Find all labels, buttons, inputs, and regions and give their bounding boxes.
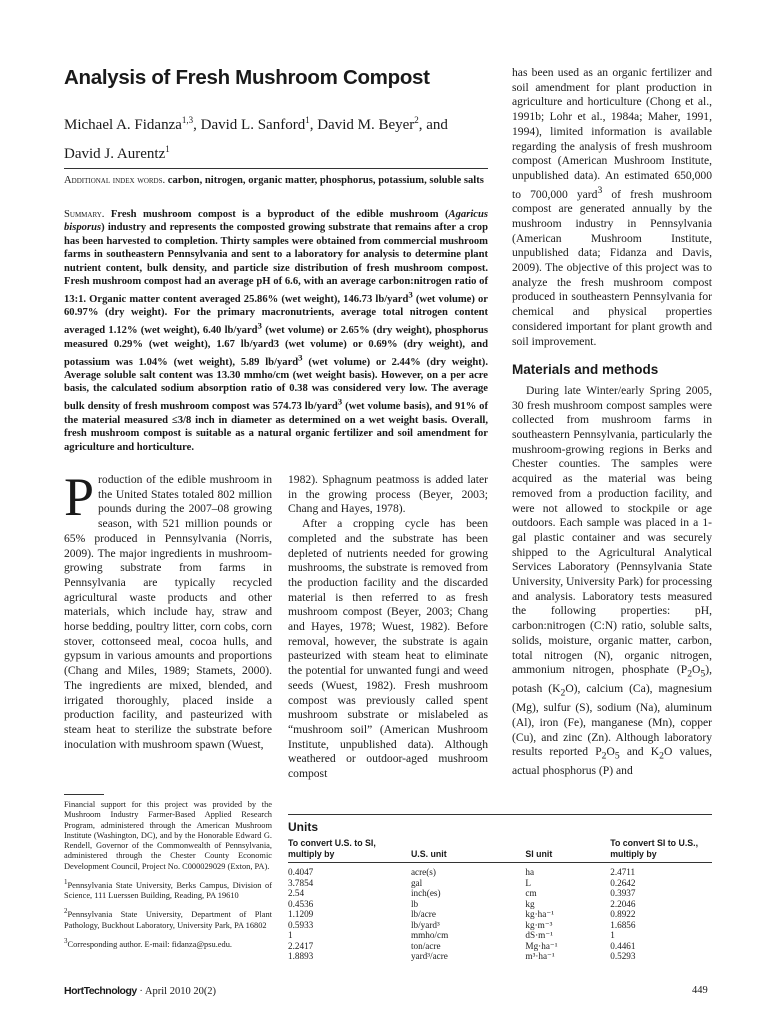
units-cell: lb/acre xyxy=(410,909,436,919)
paragraph: 1982). Sphagnum peatmoss is added later in the growing process (Beyer, 2003; Chang and Hayes, 1978). xyxy=(288,473,488,516)
units-header: To convert SI to U.S., multiply by xyxy=(610,838,712,863)
footnote-affiliation-1: $^1$Pennsylvania State University, Berks Campus, Division of Science, 111 Luerssen Building, Reading, PA 19610 xyxy=(64,878,272,901)
units-row xyxy=(288,930,712,941)
body-column-2 xyxy=(288,473,488,782)
footnote-corresponding: $^3$Corresponding author. E-mail: fidanza@psu.edu. xyxy=(64,936,232,949)
units-cell: 2.2046 xyxy=(610,898,636,909)
units-title: Units xyxy=(288,820,318,834)
units-cell: m³·ha⁻¹ xyxy=(525,951,555,961)
units-cell: 1 xyxy=(288,930,293,940)
units-header: To convert U.S. to SI, multiply by xyxy=(288,838,411,863)
units-cell: 0.4461 xyxy=(610,940,636,951)
units-cell: 0.4047 xyxy=(288,867,314,877)
units-cell: 0.8922 xyxy=(610,909,636,919)
paragraph: has been used as an organic fertilizer and soil amendment for plant production in agriculture and horticulture (Chong et al., 1991b; Lohr et al., 1984a; Maher, 1991, 1994), limited information is available regarding the analysis of fresh mushroom compost (American Mushroom Institute, unpublished data). An estimated 650,000 to 700,000 yard$^3$ of fresh mushroom compost are generated annually by the mushroom industry in Pennsylvania (American Mushroom Institute, unpublished data; Fidanza and Davis, 2009). The objective of this project was to analyze the fresh mushroom compost produced in southeastern Pennsylvania for chemical and physical properties considered important for plant growth and soil improvement. xyxy=(512,66,712,348)
journal-issue: · April 2010 20(2) xyxy=(136,986,217,997)
units-cell: inch(es) xyxy=(410,888,441,898)
units-cell: gal xyxy=(410,877,423,888)
units-cell: acre(s) xyxy=(410,867,436,877)
units-cell: mmho/cm xyxy=(410,930,449,940)
paragraph: During late Winter/early Spring 2005, 30 fresh mushroom compost samples were collected from mushroom farms in southeastern Pennsylvania, particularly the mushroom-growing regions in Berks and Chester counties. The samples were acquired as the material was being removed from a production facility, and were not allowed to stockpile or age outdoors. Each sample was placed in a 1-gal plastic container and was securely shipped to the Agricultural Analytical Services Laboratory (Pennsylvania State University, University Park) for processing and analysis. Laboratory tests measured the following properties: pH, carbon:nitrogen (C:N) ratio, soluble salts, solids, moisture, organic matter, carbon, total nitrogen (N), organic nitrogen, ammonium nitrogen, phosphate $(P_2O_5)$, potash $(K_2O)$, calcium (Ca), magnesium (Mg), sulfur (S), sodium (Na), aluminum (Al), iron (Fe), manganese (Mn), copper (Cu), and zinc (Zn). Although laboratory results reported $P_2O_5$ and $K_2O$ values, actual phosphorus (P) and xyxy=(512,383,712,778)
units-cell: 0.5293 xyxy=(610,951,636,961)
units-cell: kg xyxy=(525,898,535,909)
units-cell: Mg·ha⁻¹ xyxy=(525,940,558,951)
units-top-rule xyxy=(288,814,712,815)
units-row xyxy=(288,863,712,878)
units-cell: 3.7854 xyxy=(288,877,314,888)
keywords-label: Additional index words. xyxy=(64,175,166,186)
footnote-affiliation-2: $^2$Pennsylvania State University, Department of Plant Pathology, Buckhout Laboratory, University Park, PA 16802 xyxy=(64,907,272,930)
units-cell: 1.1209 xyxy=(288,909,314,919)
body-column-1 xyxy=(64,467,272,752)
summary-text: Fresh mushroom compost is a byproduct of the edible mushroom (Agaricus bisporus) industry and represents the composted growing substrate that remains after a crop has been harvested to completion. Thirty samples were obtained from commercial mushroom farms in southeastern Pennsylvania and sent to a laboratory for analysis to determine plant nutrient content, bulk density, and particle size distribution of fresh mushroom compost. Fresh mushroom compost had an average pH of 6.6, with an average carbon:nitrogen ratio of 13:1. Organic matter content averaged 25.86% (wet weight), 146.73 lb/yard$^3$ (wet volume) or 60.97% (dry weight). For the primary macronutrients, average total nitrogen content averaged 1.12% (wet weight), 6.40 lb/yard$^3$ (wet volume) or 2.65% (dry weight), phosphorus measured 0.29% (wet weight), 1.67 lb/yard3 (wet volume) or 0.69% (dry weight), and potassium was 1.04% (wet weight), 5.89 lb/yard$^3$ (wet volume) or 2.44% (dry weight). Average soluble salt content was 13.30 mmho/cm (wet weight basis). However, on a per acre basis, the calculated sodium absorption ratio of 0.38 was considered very low. The average bulk density of fresh mushroom compost was 574.73 lb/yard$^3$ (wet volume basis), and 91% of the material measured ≤3/8 inch in diameter as determined on a wet weight basis. Overall, fresh mushroom compost is suitable as a natural organic fertilizer and soil amendment for agriculture and horticulture. xyxy=(64,209,488,453)
units-row xyxy=(288,951,712,962)
page-number: 449 xyxy=(692,985,708,996)
article-title: Analysis of Fresh Mushroom Compost xyxy=(64,66,430,89)
units-box xyxy=(288,816,712,962)
units-cell: kg·ha⁻¹ xyxy=(525,909,554,919)
units-row xyxy=(288,888,712,899)
summary xyxy=(64,208,488,454)
units-row xyxy=(288,909,712,920)
units-cell: yard³/acre xyxy=(410,951,448,961)
paragraph: After a cropping cycle has been completed and the substrate has been depleted of nutrients needed for growing mushrooms, the substrate is removed from the production facility and the discarded material is then referred to as fresh mushroom compost (Beyer, 2003; Chang and Hayes, 1978; Wuest, 1982). Before removal, however, the substrate is again pasteurized with steam heat to eliminate the potential for unwanted fungi and weed seeds (Wuest, 1982). Fresh mushroom compost was previously called spent mushroom substrate or mislabeled as “mushroom soil” (American Mushroom Institute, unpublished data). Although weathered or outdoor-aged mushroom compost xyxy=(288,517,488,781)
units-cell: L xyxy=(525,877,532,888)
units-cell: kg·m⁻³ xyxy=(525,919,553,930)
units-cell: 1.6856 xyxy=(610,919,636,930)
units-row xyxy=(288,941,712,952)
header-rule xyxy=(64,168,488,169)
body-column-3 xyxy=(512,66,712,779)
footer-journal xyxy=(64,985,216,997)
units-cell: 2.54 xyxy=(288,888,305,898)
units-header-row xyxy=(288,838,712,863)
units-cell: 0.4536 xyxy=(288,898,314,909)
units-cell: 2.2417 xyxy=(288,940,314,951)
units-row xyxy=(288,920,712,931)
units-header: SI unit xyxy=(525,838,610,863)
units-cell: ha xyxy=(525,867,535,877)
summary-label: Summary. xyxy=(64,209,105,220)
units-cell: 0.3937 xyxy=(610,888,636,898)
units-cell: 2.4711 xyxy=(610,867,636,877)
journal-logo: HortTechnology xyxy=(64,985,137,997)
intro-paragraph: roduction of the edible mushroom in the United States totaled 802 million pounds during the 2007–08 growing season, with 521 million pounds or 65% produced in Pennsylvania (Norris, 2009). The major ingredients in mushroom-growing substrate from farms in Pennsylvania are typically recycled agricultural waste products and other materials, which include hay, straw and horse bedding, poultry litter, corn cobs, corn stover, cottonseed meal, cocoa hulls, and gypsum in various amounts and proportions (Chang and Miles, 1989; Stamets, 2000). The ingredients are mixed, blended, and irrigated thoroughly, placed inside a production facility, and pasteurized with steam heat to sterilize the substrate before inoculation with mushroom spawn (Wuest, xyxy=(64,473,272,751)
section-heading: Materials and methods xyxy=(512,362,659,378)
units-table xyxy=(288,838,712,962)
units-cell: lb/yard³ xyxy=(410,919,440,930)
units-header: U.S. unit xyxy=(411,838,525,863)
units-cell: dS·m⁻¹ xyxy=(525,930,553,940)
footnotes xyxy=(64,800,272,955)
units-cell: lb xyxy=(410,898,419,909)
keywords xyxy=(64,174,488,188)
drop-cap: P xyxy=(64,467,95,527)
units-row xyxy=(288,899,712,910)
units-cell: 0.2642 xyxy=(610,877,636,888)
units-cell: 1.8893 xyxy=(288,951,314,961)
footnote-funding: Financial support for this project was provided by the Mushroom Industry Farmer-Based Applied Research Program, administered through the American Mushroom Institute (Washington, DC), and by the Honorable Edward G. Rendell, Governor of the Commonwealth of Pennsylvania, administered through the Chester County Economic Development Council, Project No. C000029029 (Exton, PA). xyxy=(64,800,272,871)
units-cell: 0.5933 xyxy=(288,919,314,930)
keywords-text: carbon, nitrogen, organic matter, phosphorus, potassium, soluble salts xyxy=(167,175,484,186)
footnote-rule xyxy=(64,794,104,795)
units-cell: 1 xyxy=(610,930,615,940)
units-row xyxy=(288,878,712,889)
units-cell: ton/acre xyxy=(410,940,441,951)
author-list: Michael A. Fidanza$^{1,3}$, David L. Sanford$^1$, David M. Beyer$^2$, and David J. Aurentz$^1$ xyxy=(64,115,448,162)
units-cell: cm xyxy=(525,888,537,898)
